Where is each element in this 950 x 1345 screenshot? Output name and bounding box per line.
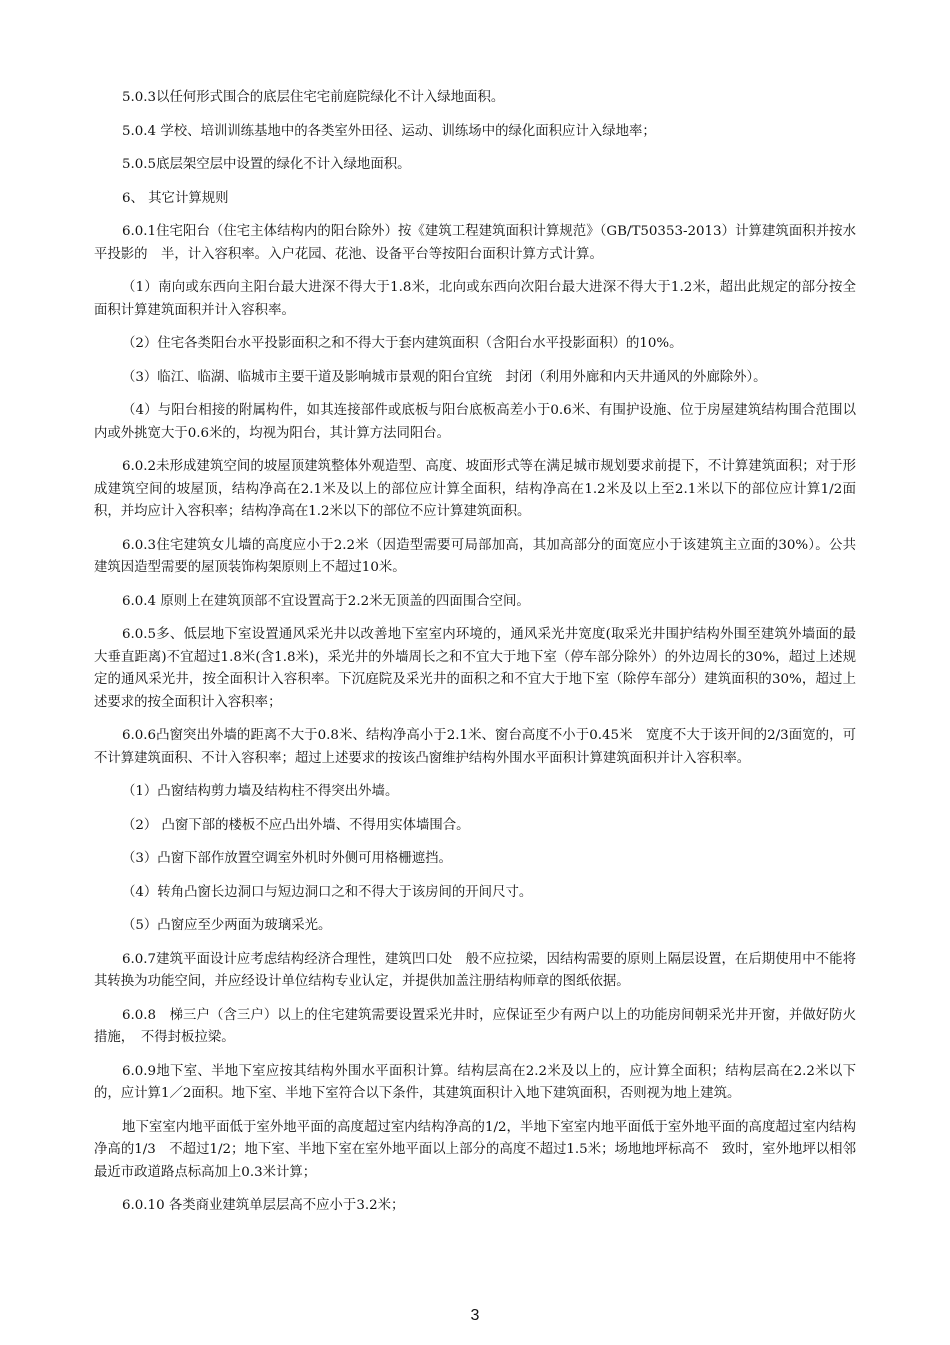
list-item-6-0-6-5: （5）凸窗应至少两面为玻璃采光。 (122, 918, 332, 933)
paragraph-6-0-10: 6.0.10 各类商业建筑单层层高不应小于3.2米； (122, 1198, 405, 1213)
paragraph-6-0-4: 6.0.4 原则上在建筑顶部不宜设置高于2.2米无顶盖的四面围合空间。 (122, 593, 530, 609)
list-item-6-0-6-4: （4）转角凸窗长边洞口与短边洞口之和不得大于该房间的开间尺寸。 (122, 884, 533, 900)
paragraph-6-0-5: 6.0.5多、低层地下室设置通风采光井以改善地下室室内环境的，通风采光井宽度(取采光井围护结构外围至建筑外墙面的最大垂直距离)不宜超过1.8米(含1.8米)，采光井的外墙周长之和不宜大于地下室（停车部分除外）的外边周长的30%，超过上述规定的通风采光井，按全面积计入容积率。下沉庭院及采光井的面积之和不宜大于地下室（除停车部分）建筑面积的30%，超过上述要求的按全面积计入容积率； (94, 627, 856, 710)
list-item-6-0-1-3: （3）临江、临湖、临城市主要干道及影响城市景观的阳台宜统 封闭（利用外廊和内天井通风的外廊除外）。 (122, 369, 767, 385)
paragraph-6-0-2: 6.0.2未形成建筑空间的坡屋顶建筑整体外观造型、高度、坡面形式等在满足城市规划要求前提下，不计算建筑面积；对于形成建筑空间的坡屋顶，结构净高在2.1米及以上的部位应计算全面积，结构净高在1.2米及以上至2.1米以下的部位应计算1/2面积，并均应计入容积率；结构净高在1.2米以下的部位不应计算建筑面积。 (94, 459, 856, 519)
paragraph-6-0-1: 6.0.1住宅阳台（住宅主体结构内的阳台除外）按《建筑工程建筑面积计算规范》（GB/T50353-2013）计算建筑面积并按水平投影的 半，计入容积率。入户花园、花池、设备平台等按阳台面积计算方式计算。 (94, 224, 856, 262)
list-item-6-0-1-2: （2）住宅各类阳台水平投影面积之和不得大于套内建筑面积（含阳台水平投影面积）的10%。 (122, 336, 683, 351)
list-item-6-0-6-1: （1）凸窗结构剪力墙及结构柱不得突出外墙。 (122, 784, 399, 799)
list-item-6-0-1-4: （4）与阳台相接的附属构件，如其连接部件或底板与阳台底板高差小于0.6米、有围护设施、位于房屋建筑结构围合范围以内或外挑宽大于0.6米的，均视为阳台，其计算方法同阳台。 (94, 403, 856, 441)
section-heading-6: 6、 其它计算规则 (122, 190, 229, 206)
list-item-6-0-6-3: （3）凸窗下部作放置空调室外机时外侧可用格栅遮挡。 (122, 851, 452, 866)
list-item-6-0-6-2: （2） 凸窗下部的楼板不应凸出外墙、不得用实体墙围合。 (122, 817, 470, 833)
paragraph-5-0-4: 5.0.4 学校、培训训练基地中的各类室外田径、运动、训练场中的绿化面积应计入绿地率； (122, 123, 656, 139)
paragraph-6-0-3: 6.0.3住宅建筑女儿墙的高度应小于2.2米（因造型需要可局部加高，其加高部分的面宽应小于该建筑主立面的30%）。公共建筑因造型需要的屋顶装饰构架原则上不超过10米。 (94, 537, 856, 575)
page-number: 3 (470, 1307, 480, 1324)
paragraph-5-0-5: 5.0.5底层架空层中设置的绿化不计入绿地面积。 (122, 157, 411, 172)
paragraph-6-0-9: 6.0.9地下室、半地下室应按其结构外围水平面积计算。结构层高在2.2米及以上的，应计算全面积；结构层高在2.2米以下的，应计算1／2面积。地下室、半地下室符合以下条件，其建筑面积计入地下建筑面积，否则视为地上建筑。 (94, 1063, 856, 1101)
paragraph-basement-criteria: 地下室室内地平面低于室外地平面的高度超过室内结构净高的1/2，半地下室室内地平面低于室外地平面的高度超过室内结构净高的1/3 不超过1/2；地下室、半地下室在室外地平面以上部分的高度不超过1.5米；场地地坪标高不 致时，室外地坪以相邻最近市政道路点标高加上0.3米计算； (94, 1119, 856, 1180)
document-body (94, 87, 856, 1229)
list-item-6-0-1-1: （1）南向或东西向主阳台最大进深不得大于1.8米，北向或东西向次阳台最大进深不得大于1.2米，超出此规定的部分按全面积计算建筑面积并计入容积率。 (94, 280, 856, 318)
paragraph-6-0-6: 6.0.6凸窗突出外墙的距离不大于0.8米、结构净高小于2.1米、窗台高度不小于0.45米 宽度不大于该开间的2/3面宽的，可不计算建筑面积、不计入容积率；超过上述要求的按该凸窗维护结构外围水平面积计算建筑面积并计入容积率。 (94, 728, 856, 766)
paragraph-6-0-7: 6.0.7建筑平面设计应考虑结构经济合理性，建筑凹口处 般不应拉梁，因结构需要的原则上隔层设置，在后期使用中不能将其转换为功能空间，并应经设计单位结构专业认定，并提供加盖注册结构师章的图纸依据。 (94, 951, 856, 989)
paragraph-6-0-8: 6.0.8 梯三户（含三户）以上的住宅建筑需要设置采光井时，应保证至少有两户以上的功能房间朝采光井开窗，并做好防火措施， 不得封板拉梁。 (94, 1007, 856, 1045)
paragraph-5-0-3: 5.0.3以任何形式围合的底层住宅宅前庭院绿化不计入绿地面积。 (122, 90, 505, 105)
